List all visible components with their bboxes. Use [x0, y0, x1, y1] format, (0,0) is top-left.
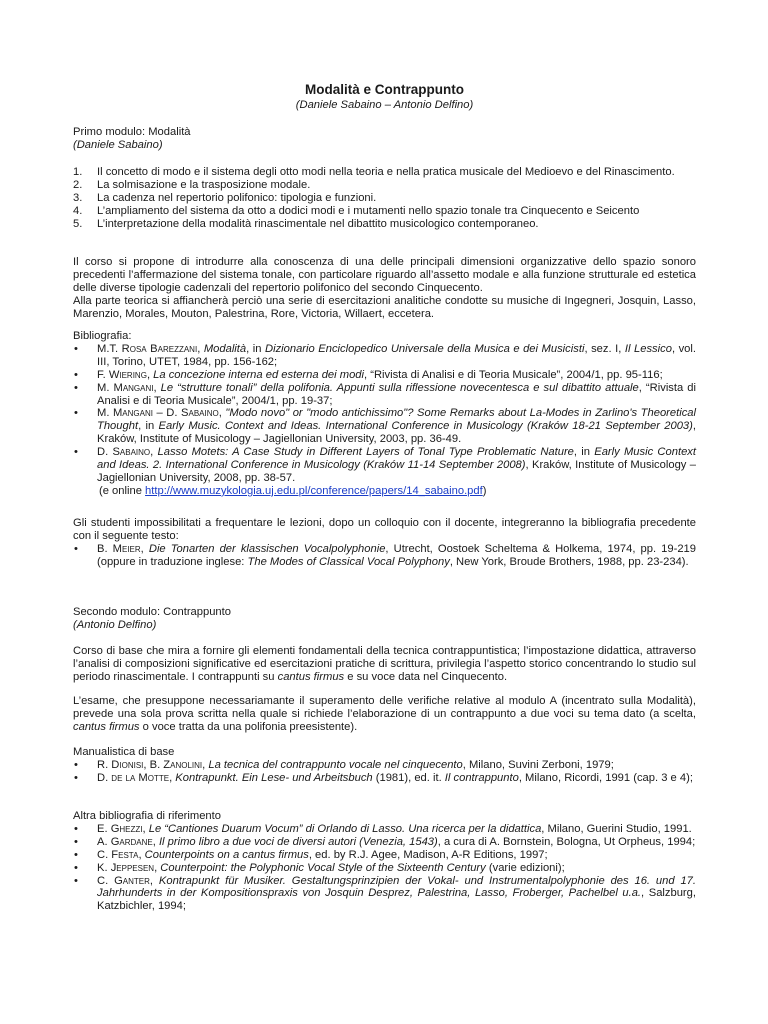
topic-item: 5. L’interpretazione della modalità rinascimentale nel dibattito musicologico contemporaneo. — [73, 217, 539, 230]
module2-heading-block — [73, 606, 696, 632]
bibliography-item: • D. de la Motte, Kontrapunkt. Ein Lese- und Arbeitsbuch (1981), ed. it. Il contrappunto, Milano, Ricordi, 1991 (cap. 3 e 4); — [74, 771, 693, 784]
other-bibliography-heading: Altra bibliografia di riferimento — [73, 810, 221, 822]
other-bibliography-section — [73, 810, 696, 913]
bibliography-item: • M. Mangani, Le “strutture tonali” della polifonia. Appunti sulla riflessione novecentesca e sul dibattito attuale, “Rivista di Analisi e di Teoria Musicale”, 2004/1, pp. 19-37; — [74, 381, 696, 407]
non-attending-note: Gli studenti impossibilitati a frequentare le lezioni, dopo un colloquio con il docente, integreranno la bibliografia precedente con il seguente testo: • B. Meier, Die Tonarten der klassischen Vocalpolyphonie, Utrecht, Oostoek Scheltema & Holkema, 1974, pp. 19-219 (oppure in traduzione inglese: The Modes of Classical Vocal Polyphony, New York, Broude Brothers, 1988, pp. 23-234). — [73, 517, 696, 568]
module1-bibliography — [73, 330, 696, 498]
bibliography-item: • C. Ganter, Kontrapunkt für Musiker. Gestaltungsprinzipien der Vokal- und Instrumentalpolyphonie des 16. und 17. Jahrhunderts in der Kompositionspraxis von Josquin Desprez, Palestrina, Lasso, Froberger, Pachelbel u.a., Salzburg, Katzbichler, 1994; — [74, 874, 697, 913]
bibliography-item: • F. Wiering, La concezione interna ed esterna dei modi, “Rivista di Analisi e di Teoria Musicale”, 2004/1, pp. 95-116; — [74, 368, 663, 381]
manuals-section — [73, 746, 696, 785]
topic-item: 4. L’ampliamento del sistema da otto a dodici modi e i mutamenti nello spazio tonale tra Cinquecento e Seicento — [73, 204, 640, 217]
module2-description: Corso di base che mira a fornire gli elementi fondamentali della tecnica contrappuntistica; l’impostazione didattica, attraverso l’analisi di composizioni significative ed esercitazioni pratiche di scrittura, privilegia l’aspetto storico concentrando lo studio sul periodo rinascimentale. I contrappunti su cantus firmus e su voce data nel Cinquecento. — [73, 645, 696, 683]
page-subtitle: (Daniele Sabaino – Antonio Delfino) — [295, 99, 474, 111]
bibliography-item: • K. Jeppesen, Counterpoint: the Polyphonic Vocal Style of the Sixteenth Century (varie edizioni); — [74, 861, 565, 874]
bibliography-item: • A. Gardane, Il primo libro a due voci de diversi autori (Venezia, 1543), a cura di A. Bornstein, Bologna, Ut Orpheus, 1994; — [74, 835, 696, 848]
bibliography-item: • E. Ghezzi, Le “Cantiones Duarum Vocum” di Orlando di Lasso. Una ricerca per la didattica, Milano, Guerini Studio, 1991. — [74, 822, 692, 835]
module1-heading-block — [73, 126, 696, 152]
module1-description: Il corso si propone di introdurre alla conoscenza di una delle principali dimensioni organizzative dello spazio sonoro precedenti l’affermazione del sistema tonale, con particolare riguardo all’assetto modale e alla funzione strutturale ed estetica delle diverse tipologie cadenzali del repertorio polifonico del secondo Cinquecento. Alla parte teorica si affiancherà perciò una serie di esercitazioni analitiche condotte su musiche di Ingegneri, Josquin, Lasso, Marenzio, Morales, Mouton, Palestrina, Rore, Victoria, Willaert, eccetera. — [73, 256, 696, 320]
manuals-heading: Manualistica di base — [73, 746, 175, 758]
bibliography-item: • R. Dionisi, B. Zanolini, La tecnica del contrappunto vocale nel cinquecento, Milano, Suvini Zerboni, 1979; — [74, 758, 614, 771]
bibliography-item: • M. Mangani – D. Sabaino, "Modo novo" or "modo antichissimo"? Some Remarks about La-Modes in Zarlino's Theoretical Thought, in Early Music. Context and Ideas. International Conference in Musicology (Kraków 18-21 September 2003), Kraków, Institute of Musicology – Jagiellonian University, 2003, pp. 36-49. — [74, 407, 697, 446]
bibliography-item: • B. Meier, Die Tonarten der klassischen Vocalpolyphonie, Utrecht, Oostoek Scheltema & Holkema, 1974, pp. 19-219 (oppure in traduzione inglese: The Modes of Classical Vocal Polyphony, New York, Broude Brothers, 1988, pp. 23-234). — [74, 542, 696, 568]
online-reference: (e online http://www.muzykologia.uj.edu.pl/conference/papers/14_sabaino.pdf) — [99, 484, 487, 497]
module1-topics — [73, 166, 696, 231]
exam-description: L’esame, che presuppone necessariamante il superamento delle verifiche relative al modulo A (incentrato sulla Modalità), prevede una sola prova scritta nella quale si richiede l’elaborazione di un contrappunto a due voci su tema dato (a scelta, cantus firmus o voce tratta da una polifonia preesistente). — [73, 695, 696, 733]
module1-teacher: (Daniele Sabaino) — [73, 138, 163, 151]
bibliography-heading: Bibliografia: — [73, 330, 132, 342]
module1-heading: Primo modulo: Modalità — [73, 126, 191, 138]
topic-item: 2. La solmisazione e la trasposizione modale. — [73, 178, 311, 191]
bibliography-item: • C. Festa, Counterpoints on a cantus firmus, ed. by R.J. Agee, Madison, A-R Editions, 1997; — [74, 848, 548, 861]
topic-item: 1. Il concetto di modo e il sistema degli otto modi nella teoria e nella pratica musicale del Medioevo e del Rinascimento. — [73, 166, 675, 178]
bibliography-item: • D. Sabaino, Lasso Motets: A Case Study in Different Layers of Tonal Type Problematic Nature, in Early Music Context and Ideas. 2. International Conference in Musicology (Kraków 11-14 September 2008), Kraków, Institute of Musicology – Jagiellonian University, 2008, pp. 38-57. — [74, 446, 696, 484]
module2-heading: Secondo modulo: Contrappunto — [73, 606, 231, 618]
page-title: Modalità e Contrappunto — [305, 82, 464, 97]
bibliography-item: • M.T. Rosa Barezzani, Modalità, in Dizionario Enciclopedico Universale della Musica e dei Musicisti, sez. I, Il Lessico, vol. III, Torino, UTET, 1984, pp. 156-162; — [74, 342, 696, 368]
topic-item: 3. La cadenza nel repertorio polifonico: tipologia e funzioni. — [73, 191, 377, 204]
online-pdf-link[interactable]: http://www.muzykologia.uj.edu.pl/conference/papers/14_sabaino.pdf — [145, 484, 483, 497]
module2-teacher: (Antonio Delfino) — [73, 618, 157, 631]
